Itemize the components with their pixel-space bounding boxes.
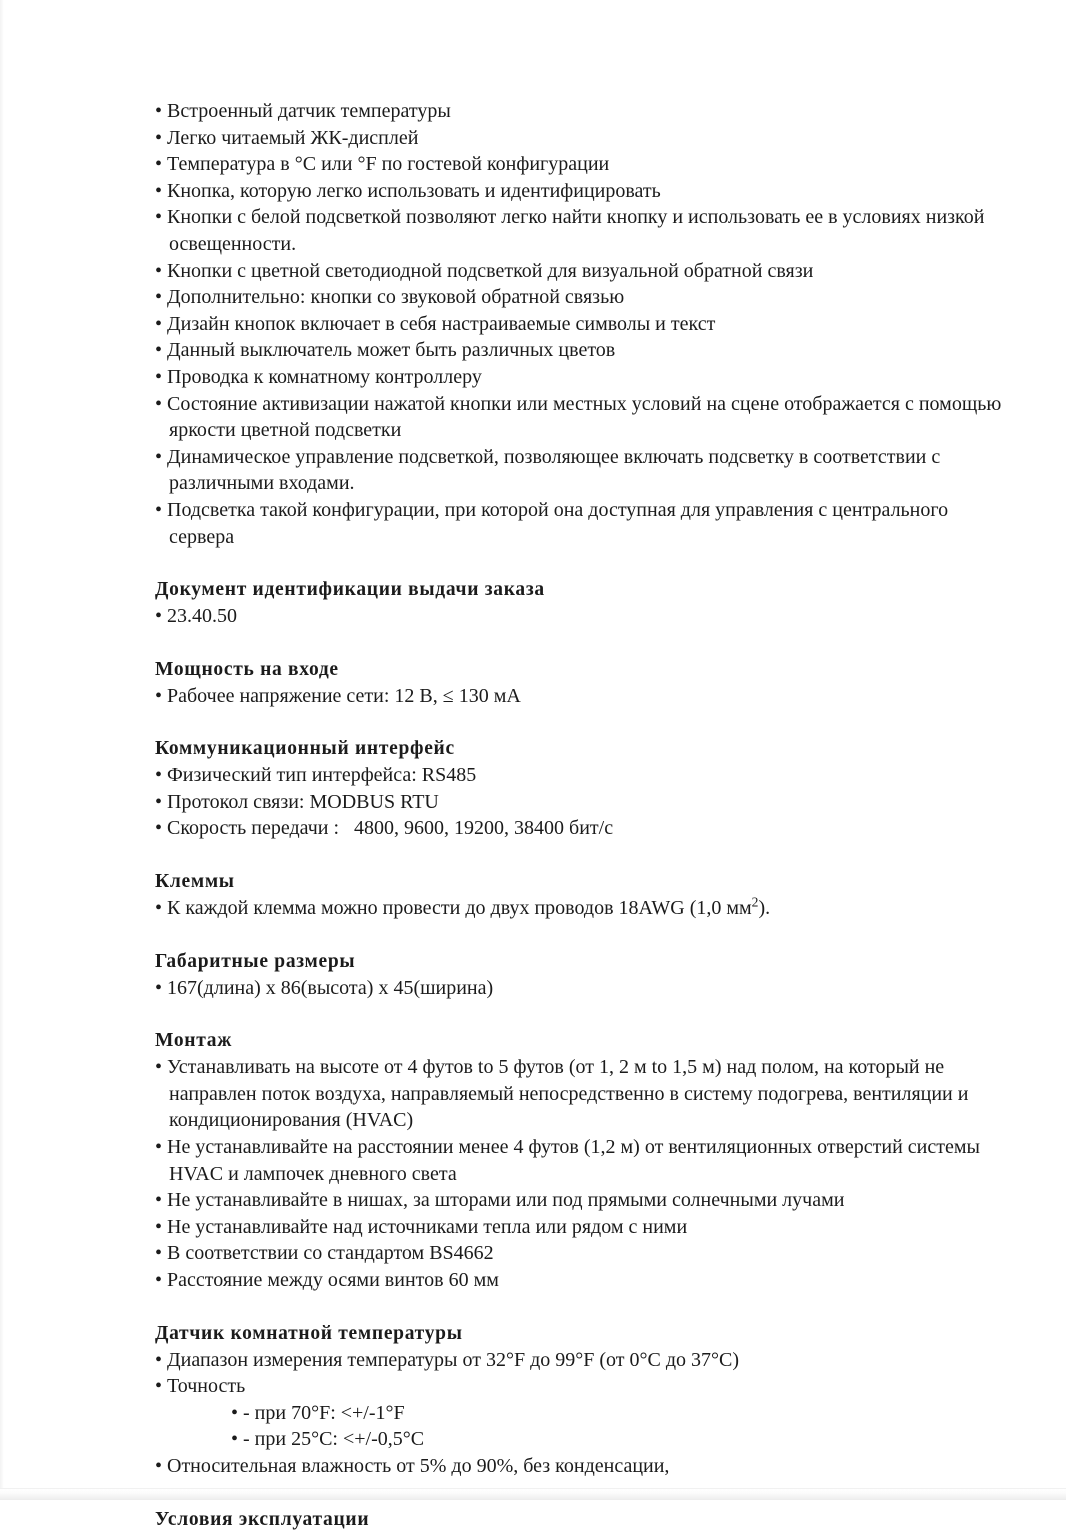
bullet-item: • Расстояние между осями винтов 60 мм (155, 1269, 499, 1291)
section-spacer (155, 1294, 1007, 1320)
sub-bullet-item: • - при 25°С: <+/-0,5°С (231, 1428, 425, 1451)
section-heading-communication-interface: Коммуникационный интерфейс (155, 738, 455, 760)
section-spacer (155, 842, 1007, 868)
sub-bullet-item: • - при 70°F: <+/-1°F (231, 1401, 405, 1424)
bullet-item: • Температура в °С или °F по гостевой конфигурации (155, 153, 610, 176)
bullet-item: • Кнопка, которую легко использовать и идентифицировать (155, 179, 661, 202)
section-heading-input-power: Мощность на входе (155, 658, 339, 680)
bullet-item: • Дизайн кнопок включает в себя настраиваемые символы и текст (155, 312, 716, 335)
section-spacer (155, 1001, 1007, 1027)
bullet-item: • Не устанавливайте над источниками тепла или рядом с ними (155, 1215, 688, 1238)
page-left-edge-shadow (0, 0, 4, 1500)
section-overall-dimensions (155, 922, 1007, 1002)
bullet-item: • Устанавливать на высоте от 4 футов to 5 футов (от 1, 2 м to 1,5 м) над полом, на который не направлен поток воздуха, направляемый непосредственно в систему подогрева, вентиляции и кондиционирования (HVAC) (155, 1056, 974, 1132)
section-heading-overall-dimensions: Габаритные размеры (155, 950, 356, 972)
section-communication-interface (155, 709, 1007, 842)
document-body (155, 98, 1007, 1533)
bullet-item: • Дополнительно: кнопки со звуковой обратной связью (155, 286, 625, 309)
bullet-item: • Проводка к комнатному контроллеру (155, 365, 482, 388)
bullet-item: • Подсветка такой конфигурации, при которой она доступная для управления с центрального сервера (155, 498, 954, 548)
bullet-item: • Кнопки с цветной светодиодной подсветкой для визуальной обратной связи (155, 259, 814, 282)
section-spacer (155, 1480, 1007, 1506)
section-heading-mounting: Монтаж (155, 1030, 233, 1052)
section-spacer (155, 709, 1007, 735)
bullet-item: • 23.40.50 (155, 605, 238, 628)
bullet-item: • Физический тип интерфейса: RS485 (155, 764, 477, 787)
bullet-item: • Рабочее напряжение сети: 12 В, ≤ 130 мА (155, 684, 521, 707)
section-spacer (155, 922, 1007, 948)
section-spacer (155, 630, 1007, 656)
section-room-temperature-sensor (155, 1294, 1007, 1480)
bullet-item: • Относительная влажность от 5% до 90%, без конденсации, (155, 1454, 670, 1477)
section-heading-order-identification: Документ идентификации выдачи заказа (155, 579, 545, 601)
bullet-item: • Встроенный датчик температуры (155, 100, 451, 122)
bullet-item: • Протокол связи: MODBUS RTU (155, 790, 439, 813)
bullet-item: • 167(длина) х 86(высота) х 45(ширина) (155, 976, 494, 999)
bullet-item: • Состояние активизации нажатой кнопки или местных условий на сцене отображается с помощью яркости цветной подсветки (155, 392, 1007, 442)
section-heading-operating-conditions: Условия эксплуатации (155, 1508, 370, 1530)
section-terminals (155, 842, 1007, 922)
bullet-item: • Кнопки с белой подсветкой позволяют легко найти кнопку и использовать ее в условиях низкой освещенности. (155, 206, 990, 255)
section-heading-terminals: Клеммы (155, 871, 235, 893)
bullet-item: • Диапазон измерения температуры от 32°F до 99°F (от 0°С до 37°С) (155, 1348, 740, 1371)
section-order-identification (155, 550, 1007, 630)
bullet-item: • Не устанавливайте в нишах, за шторами или под прямыми солнечными лучами (155, 1189, 845, 1212)
bullet-item: • Динамическое управление подсветкой, позволяющее включать подсветку в соответствии с различными входами. (155, 445, 946, 495)
bullet-item: • Данный выключатель может быть различных цветов (155, 339, 616, 362)
section-input-power (155, 630, 1007, 710)
bullet-item: • Не устанавливайте на расстоянии менее 4 футов (1,2 м) от вентиляционных отверстий системы HVAC и лампочек дневного света (155, 1136, 985, 1185)
section-heading-room-temperature-sensor: Датчик комнатной температуры (155, 1322, 463, 1344)
section-mounting (155, 1001, 1007, 1293)
section-spacer (155, 550, 1007, 576)
bullet-item: • Скорость передачи : 4800, 9600, 19200, 38400 бит/с (155, 817, 614, 840)
section-features (155, 98, 1007, 550)
bullet-item: • Точность (155, 1375, 246, 1398)
bullet-item: • К каждой клемма можно провести до двух проводов 18AWG (1,0 $мм^2$). (155, 894, 771, 920)
section-operating-conditions (155, 1480, 1007, 1533)
bullet-item: • Легко читаемый ЖК-дисплей (155, 126, 419, 149)
bullet-item: • В соответствии со стандартом BS4662 (155, 1242, 494, 1265)
